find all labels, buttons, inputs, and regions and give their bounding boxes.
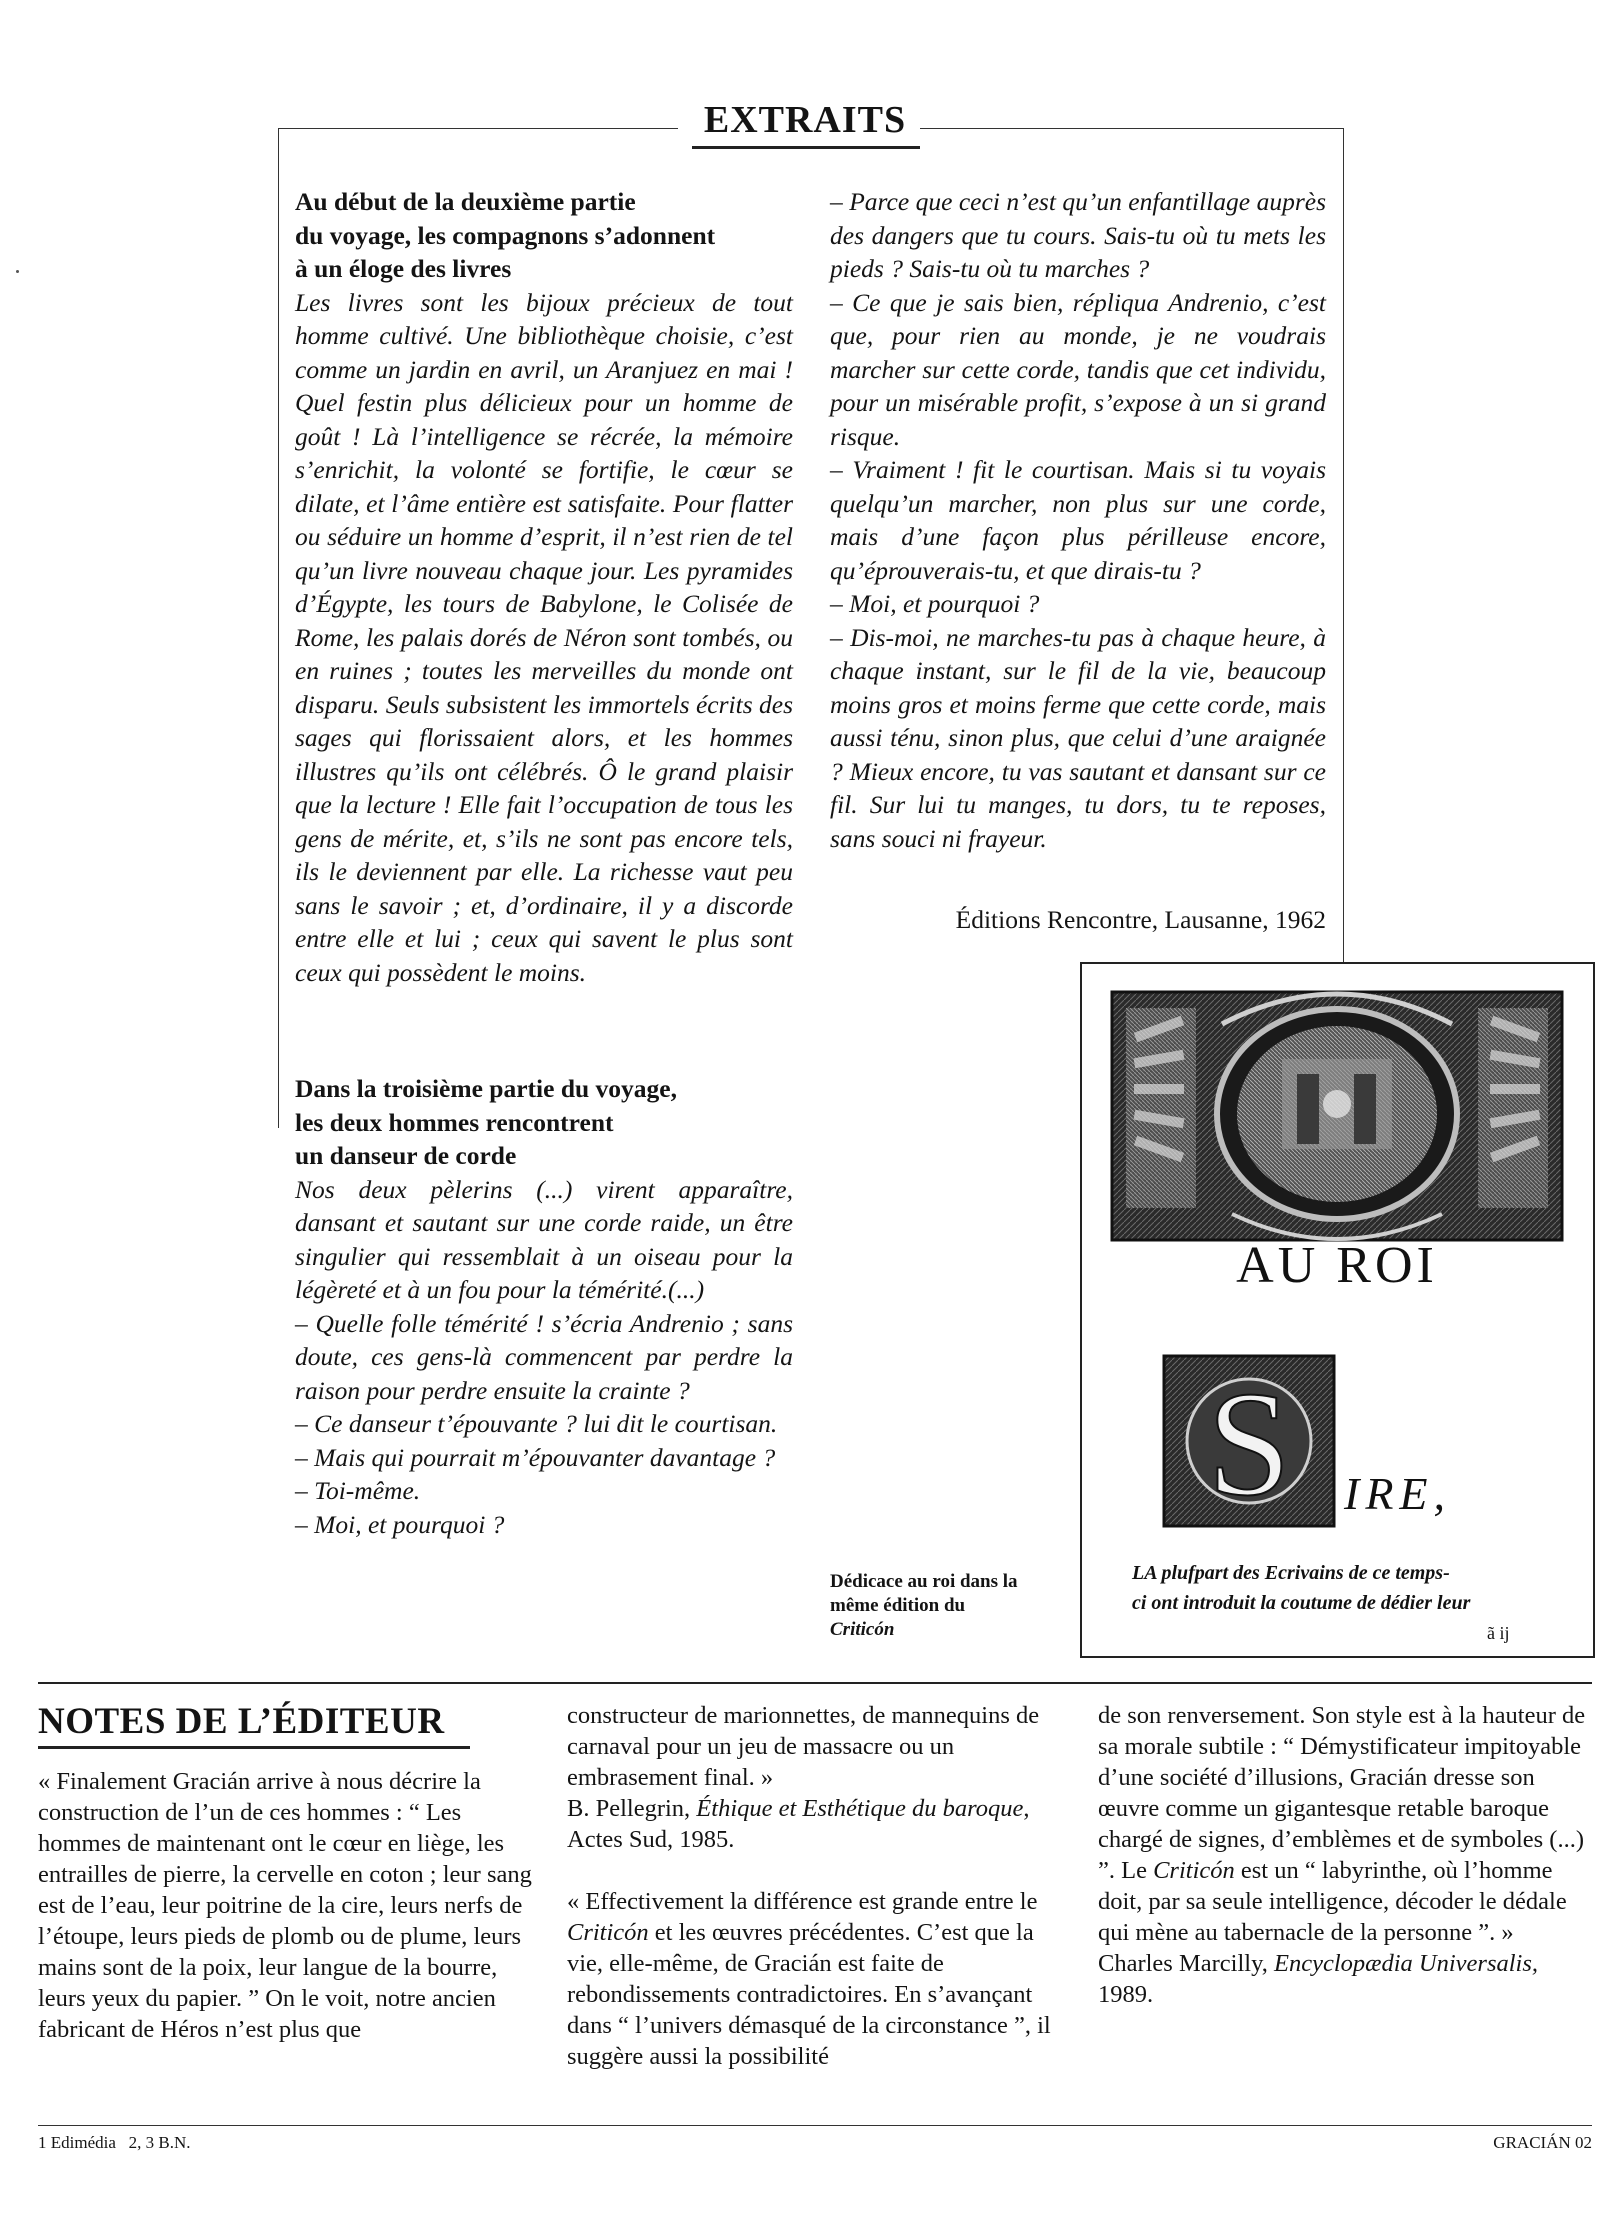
dedication-text-line-2: ci ont introduit la coutume de dédier leur — [1132, 1592, 1471, 1614]
extract-2 — [295, 1072, 793, 1541]
caption-title: Criticón — [830, 1619, 895, 1640]
frame-top-border-right — [920, 128, 1344, 129]
extract-2-heading-line-2: les deux hommes rencontrent — [295, 1107, 614, 1137]
frame-top-border-left — [278, 128, 678, 129]
extract-2-continued — [830, 185, 1326, 855]
dedication-engraving — [1082, 964, 1593, 1656]
dedication-text-line-1: LA plufpart des Ecrivains de ce temps- — [1132, 1562, 1450, 1584]
sire-text: IRE, — [1344, 1468, 1452, 1519]
continued-paragraph-1: – Parce que ceci n’est qu’un enfantillage auprès des dangers que tu cours. Sais-tu où tu mets les pieds ? Sais-tu où tu marches ? — [830, 187, 1326, 283]
extract-2-dialogue-5: – Moi, et pourquoi ? — [295, 1509, 505, 1539]
publisher-credit: Éditions Rencontre, Lausanne, 1962 — [955, 905, 1326, 934]
notes-column-2-para-2 — [567, 1886, 1065, 2072]
para-2-title: Criticón — [567, 1919, 649, 1946]
notes-column-3-text — [1098, 1700, 1592, 2010]
figure-caption — [830, 1570, 1070, 1642]
col-3-year: 1989. — [1098, 1981, 1154, 2008]
notes-reference — [567, 1793, 1065, 1855]
col-3-start: de son renversement. Son style est à la hauteur de sa morale subtile : “ Démystificateur impitoyable d’une société d’illusions, Gracián dresse son œuvre comme un gigantesque retable baroque chargé de signes, d’emblèmes et de symboles (...) ”. Le — [1098, 1702, 1586, 1884]
continued-paragraph-2: – Ce que je sais bien, répliqua Andrenio, c’est que, pour rien au monde, je ne voudrais marcher sur cette corde, tandis que cet individu, pour un misérable profit, s’expose à un si grand risque. — [830, 287, 1326, 451]
notes-separator — [38, 1682, 1592, 1684]
extract-1 — [295, 185, 793, 989]
extract-2-heading-line-1: Dans la troisième partie du voyage, — [295, 1074, 678, 1103]
continued-paragraph-3: – Vraiment ! fit le courtisan. Mais si tu voyais quelqu’un marcher, non plus sur une corde, mais d’une façon plus périlleuse encore, qu’éprouverais-tu, et que dirais-tu ? — [830, 455, 1326, 585]
notes-title-underline — [38, 1746, 470, 1749]
reference-title: Éthique et Esthétique du baroque — [696, 1795, 1024, 1822]
extract-2-dialogue-4: – Toi-même. — [295, 1476, 421, 1505]
para-2-rest: et les œuvres précédentes. C’est que la vie, elle-même, de Gracián est faite de rebondissements contradictoires. En s’avançant dans “ l’univers démasqué de la circonstance ”, il suggère aussi la possibilité — [567, 1919, 1051, 2070]
extract-2-heading-line-3: un danseur de corde — [295, 1141, 517, 1170]
frame-left-border — [278, 128, 279, 1128]
continued-paragraph-4: – Moi, et pourquoi ? — [830, 589, 1040, 618]
para-2-start: « Effectivement la différence est grande entre le — [567, 1888, 1038, 1915]
caption-line-2: même édition du — [830, 1595, 966, 1616]
notes-column-1 — [38, 1766, 536, 2045]
reference-author: B. Pellegrin, — [567, 1795, 691, 1822]
dedication-image — [1080, 962, 1595, 1658]
footer-rule — [38, 2125, 1592, 2126]
col-3-source: Encyclopædia Universalis, — [1274, 1950, 1539, 1977]
extract-1-heading-line-1: Au début de la deuxième partie — [295, 187, 636, 216]
caption-line-1: Dédicace au roi dans la — [830, 1571, 1018, 1592]
notes-title: NOTES DE L’ÉDITEUR — [38, 1701, 445, 1742]
extract-2-text: Nos deux pèlerins (...) virent apparaître, dansant et sautant sur une corde raide, un être singulier qui ressemblait à un oiseau pour la légèreté et à un fou pour la témérité.(...) — [295, 1174, 793, 1304]
notes-column-2 — [567, 1700, 1065, 2072]
au-roi-title: AU ROI — [1236, 1237, 1438, 1294]
section-title: EXTRAITS — [703, 99, 907, 141]
extract-1-text: Les livres sont les bijoux précieux de tout homme cultivé. Une bibliothèque choisie, c’est comme un jardin en avril, un Aranjuez en mai ! Quel festin plus délicieux pour un homme de goût ! Là l’intelligence se récrée, la mémoire s’enrichit, la volonté se fortifie, le cœur se dilate, et l’âme entière est satisfaite. Pour flatter ou séduire un homme d’esprit, il n’est rien de tel qu’un livre nouveau chaque jour. Les pyramides d’Égypte, les tours de Babylone, le Colisée de Rome, les palais dorés de Néron sont tombés, ou en ruines ; toutes les merveilles du monde ont disparu. Seuls subsistent les immortels écrits des sages qui florissaient alors, et les hommes illustres qu’ils ont célébrés. Ô le grand plaisir que la lecture ! Elle fait l’occupation de tous les gens de mérite, et, s’ils ne sont pas encore tels, ils le deviennent par elle. La richesse vaut peu sans le savoir ; et, d’ordinaire, il y a discorde entre elle et lui ; ceux qui savent le plus sont ceux qui possèdent le moins. — [295, 287, 793, 987]
notes-column-3 — [1098, 1700, 1592, 2010]
scan-speck — [16, 270, 19, 273]
ornamental-initial-s: S — [1207, 1361, 1291, 1527]
col-3-middle: est un “ labyrinthe, où l’homme doit, par sa seule intelligence, décoder le dédale qui mène au tabernacle de la personne ”. » Charles Marcilly, — [1098, 1857, 1567, 1977]
page-reference: GRACIÁN 02 — [1493, 2133, 1592, 2152]
frame-right-border — [1343, 128, 1344, 962]
extract-1-heading-line-2: du voyage, les compagnons s’adonnent — [295, 220, 716, 250]
reference-details: , Actes Sud, 1985. — [567, 1795, 1030, 1853]
photo-credits: 1 Edimédia 2, 3 B.N. — [38, 2133, 191, 2152]
extract-2-dialogue-3: – Mais qui pourrait m’épouvanter davantage ? — [295, 1442, 776, 1472]
continued-paragraph-5: – Dis-moi, ne marches-tu pas à chaque heure, à chaque instant, sur le fil de la vie, beaucoup moins gros et moins ferme que cette corde, mais aussi ténu, sinon plus, que celui d’une araignée ? Mieux encore, tu vas sautant et dansant sur ce fil. Sur lui tu manges, tu dors, tu te reposes, sans souci ni frayeur. — [830, 622, 1326, 853]
signature-mark: ã ij — [1487, 1623, 1510, 1643]
notes-column-2-para-1: constructeur de marionnettes, de mannequins de carnaval pour un jeu de massacre ou un embrasement final. » — [567, 1702, 1040, 1791]
notes-column-1-text: « Finalement Gracián arrive à nous décrire la construction de l’un de ces hommes : “ Les hommes de maintenant ont le cœur en liège, les entrailles de pierre, la cervelle en coton ; leur sang est de l’eau, leur poitrine de la cire, leurs nerfs de l’étoupe, leurs pieds de plomb ou de plume, leurs mains sont de la poix, leur langue de la bourre, leurs yeux du papier. ” On le voit, notre ancien fabricant de Héros n’est plus que — [38, 1768, 532, 2043]
col-3-title: Criticón — [1153, 1857, 1235, 1884]
extract-2-dialogue-1: – Quelle folle témérité ! s’écria Andrenio ; sans doute, ces gens-là commencent par perdre la raison pour perdre ensuite la crainte ? — [295, 1308, 793, 1405]
extract-1-heading-line-3: à un éloge des livres — [295, 254, 512, 283]
section-title-underline — [692, 146, 920, 149]
extract-2-dialogue-2: – Ce danseur t’épouvante ? lui dit le courtisan. — [295, 1409, 778, 1438]
